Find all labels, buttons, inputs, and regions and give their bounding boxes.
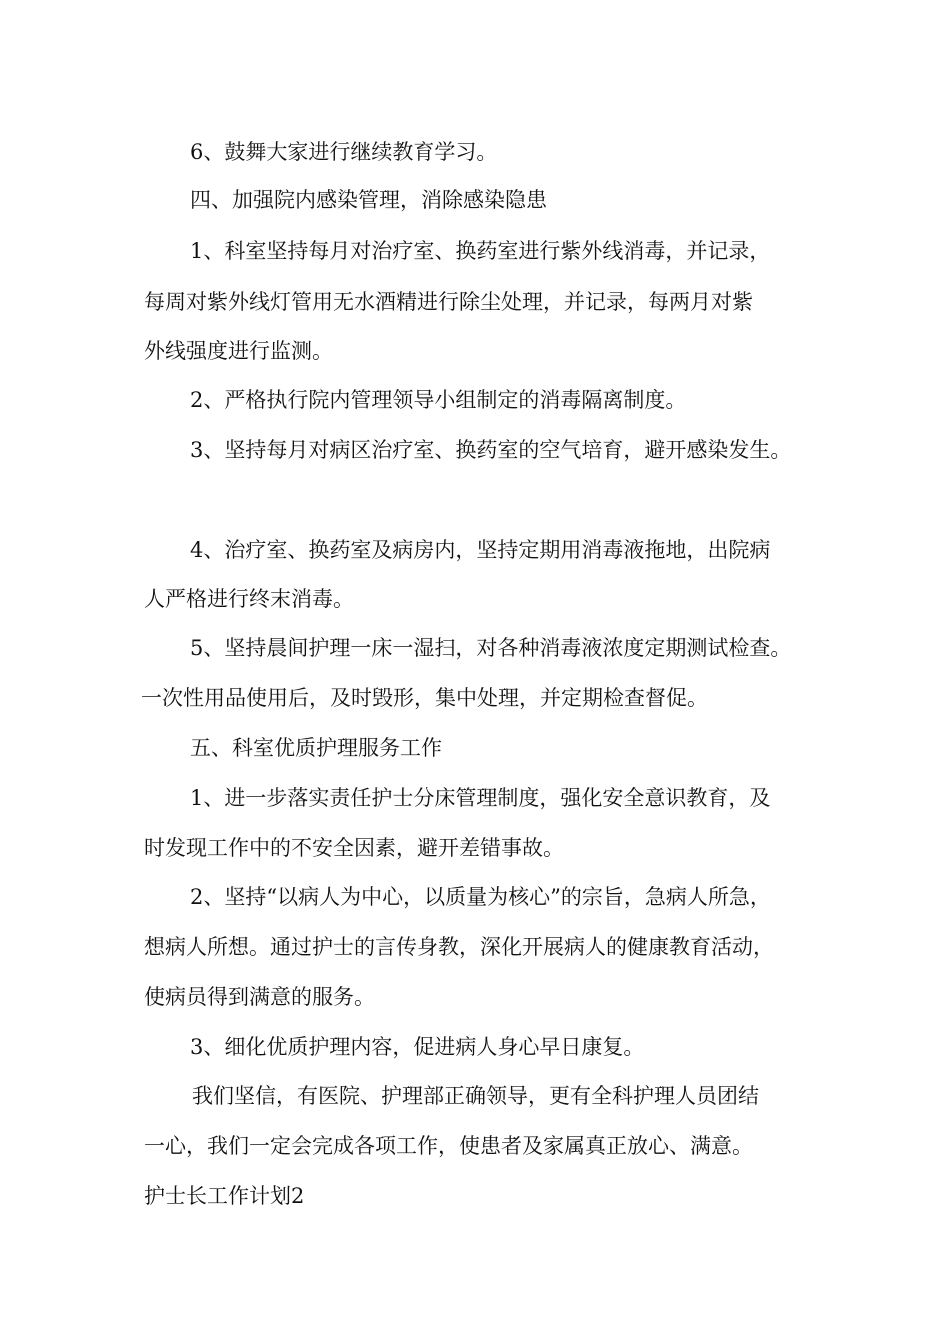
paragraph-line-5: 外线强度进行监测。 <box>144 339 333 363</box>
section-heading-4: 四、加强院内感染管理，消除感染隐患 <box>190 188 547 212</box>
paragraph-line-6: 2、严格执行院内管理领导小组制定的消毒隔离制度。 <box>190 388 687 412</box>
paragraph-line-11: 一次性用品使用后，及时毁形，集中处理，并定期检查督促。 <box>141 686 708 710</box>
paragraph-line-10: 5、坚持晨间护理一床一湿扫，对各种消毒液浓度定期测试检查。 <box>190 636 792 660</box>
paragraph-line-7: 3、坚持每月对病区治疗室、换药室的空气培育，避开感染发生。 <box>190 438 792 462</box>
paragraph-line-14: 时发现工作中的不安全因素，避开差错事故。 <box>144 836 564 860</box>
paragraph-line-20: 一心，我们一定会完成各项工作，使患者及家属真正放心、满意。 <box>144 1134 753 1158</box>
paragraph-line-15: 2、坚持“以病人为中心，以质量为核心”的宗旨，急病人所急， <box>190 885 771 909</box>
paragraph-line-17: 使病员得到满意的服务。 <box>144 985 375 1009</box>
section-heading-5: 五、科室优质护理服务工作 <box>190 736 442 760</box>
paragraph-line-19: 我们坚信，有医院、护理部正确领导，更有全科护理人员团结 <box>192 1084 759 1108</box>
paragraph-line-9: 人严格进行终末消毒。 <box>144 587 354 611</box>
paragraph-line-13: 1、进一步落实责任护士分床管理制度，强化安全意识教育，及 <box>190 786 771 810</box>
document-heading: 护士长工作计划2 <box>144 1184 305 1208</box>
paragraph-line-18: 3、细化优质护理内容，促进病人身心早日康复。 <box>190 1035 645 1059</box>
paragraph-line-16: 想病人所想。通过护士的言传身教，深化开展病人的健康教育活动， <box>144 935 774 959</box>
paragraph-line-4: 每周对紫外线灯管用无水酒精进行除尘处理，并记录，每两月对紫 <box>144 290 753 314</box>
paragraph-line-3: 1、科室坚持每月对治疗室、换药室进行紫外线消毒，并记录， <box>190 239 771 263</box>
paragraph-line-1: 6、鼓舞大家进行继续教育学习。 <box>190 140 498 164</box>
paragraph-line-8: 4、治疗室、换药室及病房内，坚持定期用消毒液拖地，出院病 <box>190 538 771 562</box>
